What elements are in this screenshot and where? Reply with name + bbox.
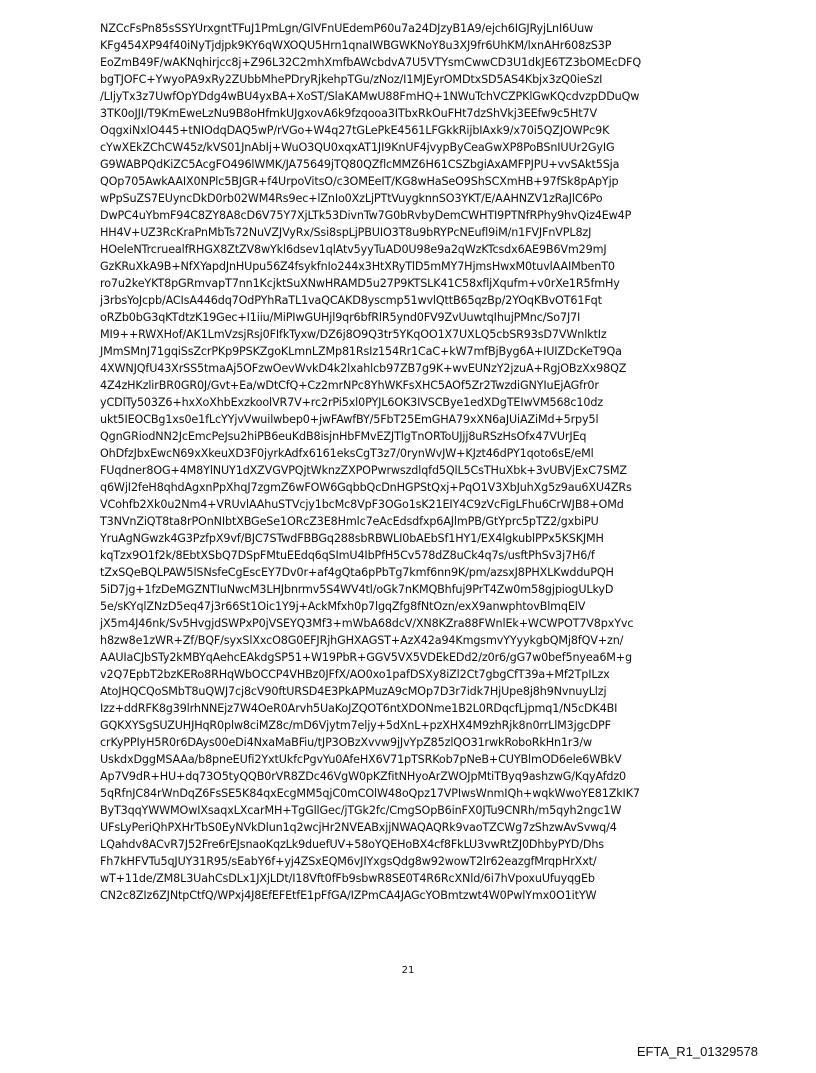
- text-line: KFg454XP94f40iNyTjdjpk9KY6qWXOQU5Hrn1qnaIWBGWKNoY8u3XJ9fr6UhKM/lxnAHr608zS3P: [100, 39, 612, 52]
- text-line: tZxSQeBQLPAW5lSNsfeCgEscEY7Dv0r+af4gQta6pPbTg7kmf6nn9K/pm/azsxJ8PHXLKwdduPQH: [100, 566, 614, 579]
- encoded-text-block: [100, 20, 760, 904]
- text-line: GQKXYSgSUZUHJHqR0plw8ciMZ8c/mD6Vjytm7eljy+5dXnL+pzXHX4M9zhRjk8n0rrLlM3jgcDPF: [100, 719, 611, 732]
- text-line: EoZmB49F/wAKNqhirjcc8j+Z96L32C2mhXmfbAWcbdvA7U5VTYsmCwwCD3U1dkJE6TZ3bOMEcDFQ: [100, 56, 641, 69]
- text-line: 5qRfnJC84rWnDqZ6FsSE5K84qxEcgMM5qjC0mCOlW48oQpz17VPIwsWnmIQh+wqkWwoYE81ZkIK7: [100, 787, 640, 800]
- text-line: kqTzx9O1f2k/8EbtXSbQ7DSpFMtuEEdq6qSImU4IbPfH5Cv578dZ8uCk4q7s/usftPhSv3j7H6/f: [100, 549, 595, 562]
- text-line: UFsLyPeriQhPXHrTbS0EyNVkDlun1q2wcjHr2NVEABxjjNWAQAQRk9vaoTZCWg7zShzwAvSvwq/4: [100, 821, 617, 834]
- text-line: QgnGRiodNN2JcEmcPeJsu2hiPB6euKdB8isjnHbFMvEZJTlgTnORToUJjj8uRSzHsOfx47VUrJEq: [100, 430, 587, 443]
- text-line: T3NVnZiQT8ta8rPOnNIbtXBGeSe1ORcZ3E8Hmlc7eAcEdsdfxp6AJlmPB/GtYprc5pTZ2/gxbiPU: [100, 515, 599, 528]
- text-line: ByT3qqYWWMOwIXsaqxLXcarMH+TgGllGec/jTGk2fc/CmgSOpB6inFX0JTu9CNRh/m5qyh2ngc1W: [100, 804, 622, 817]
- text-line: 5iD7jg+1fzDeMGZNTIuNwcM3LHJbnrmv5S4WV4tl/oGk7nKMQBhfuj9PrT4Zw0m58gjpiogULkyD: [100, 583, 614, 596]
- text-line: v2Q7EpbT2bzKERo8RHqWbOCCP4VHBz0JFfX/AO0xo1pafDSXy8iZl2Ct7gbgCfT39a+Mf2TpILzx: [100, 668, 610, 681]
- text-line: FUqdner8OG+4M8YlNUY1dXZVGVPQjtWknzZXPOPwrwszdlqfd5QlL5CsTHuXbk+3vUBVjExC7SMZ: [100, 464, 627, 477]
- text-line: Ap7V9dR+HU+dq73O5tyQQB0rVR8ZDc46VgW0pKZfitNHyoArZWOJpMtiTByq9ashzwG/KqyAfdz0: [100, 770, 627, 783]
- text-line: GzKRuXkA9B+NfXYapdJnHUpu56Z4fsykfnIo244x3HtXRyTlD5mMY7HjmsHwxM0tuvlAAIMbenT0: [100, 260, 615, 273]
- text-line: MI9++RWXHof/AK1LmVzsjRsj0FIfkTyxw/DZ6j8O9Q3tr5YKqOO1X7UXLQ5cbSR93sD7VWnlktIz: [100, 328, 607, 341]
- text-line: wPpSuZS7EUyncDkD0rb02WM4Rs9ec+lZnIo0XzLjPTtVuygknnSO3YKT/E/AAHNZV1zRaJlC6Po: [100, 192, 603, 205]
- text-line: 4Z4zHKzlirBR0GR0J/Gvt+Ea/wDtCfQ+Cz2mrNPc8YhWKFsXHC5AOf5Zr2TwzdiGNYIuEjAGfr0r: [100, 379, 599, 392]
- page-number: 21: [401, 965, 415, 976]
- text-line: NZCcFsPn85sSSYUrxgntTFuJ1PmLgn/GlVFnUEdemP60u7a24DJzyB1A9/ejch6IGJRyjLnI6Uuw: [100, 22, 594, 35]
- text-line: Fh7kHFVTu5qJUY31R95/sEabY6f+yj4ZSxEQM6vJIYxgsQdg8w92wowT2lr62eazgfMrqpHrXxt/: [100, 855, 597, 868]
- text-line: jX5m4J46nk/Sv5HvgjdSWPxP0jVSEYQ3Mf3+mWbA68dcV/XN8KZra88FWnlEk+WCWPOT7V8pxYvc: [100, 617, 634, 630]
- text-line: VCohfb2Xk0u2Nm4+VRUvlAAhuSTVcjy1bcMc8VpF3OGo1sK21EIY4C9zVcFigLFhu6CrWJB8+OMd: [100, 498, 624, 511]
- text-line: AtoJHQCQoSMbT8uQWJ7cj8cV90ftURSD4E3PkAPMuzA9cMOp7D3r7idk7HjUpe8j8h9NvnuyLlzj: [100, 685, 607, 698]
- text-line: LQahdv8ACvR7J52Fre6rEJsnaoKqzLk9duefUV+58oYQEHoBX4cf8FkLU3vwRtZJ0DhbyPYD/Dhs: [100, 838, 604, 851]
- text-line: ukt5IEOCBg1xs0e1fLcYYjvVwuilwbep0+jwFAwfBY/5FbT25EmGHA79xXN6aJUiAZiMd+5rpy5l: [100, 413, 599, 426]
- text-line: cYwXEkZChCW45z/kVS01JnAbIj+WuO3QU0xqxAT1JI9KnUF4jvypByCeaGwXP8PoBSnIUUr2GyIG: [100, 141, 615, 154]
- text-line: HOeleNTrcruealfRHGX8ZtZV8wYkl6dsev1qlAtv5yyTuAD0U98e9a2qWzKTcsdx6AE9B6Vm29mJ: [100, 243, 607, 256]
- text-line: /LIjyTx3z7UwfOpYDdg4wBU4yxBA+XoST/SlaKAMwU88FmHQ+1NWuTchVCZPKlGwKQcdvzpDDuQw: [100, 90, 640, 103]
- text-line: JMmSMnJ71gqiSsZcrPKp9PSKZgoKLmnLZMp81RsIz154Rr1CaC+kW7mfBjByg6A+IUIZDcKeT9Qa: [100, 345, 622, 358]
- text-line: crKyPPIyH5R0r6DAys00eDi4NxaMaBFiu/tJP3OBzXvvw9jJvYpZ85zlQO31rwkRoboRkHn1r3/w: [100, 736, 592, 749]
- text-line: 4XWNJQfU43XrSS5tmaAj5OFzwOevWvkD4k2lxahlcb97ZB7g9K+wvEUNzY2jzuA+RgjOBzXx98QZ: [100, 362, 627, 375]
- text-line: ro7u2keYKT8pGRmvapT7nn1KcjktSuXNwHRAMD5u27P9KTSLK41C58xfljXqufm+v0rXe1R5fmHy: [100, 277, 620, 290]
- text-line: 5e/sKYqlZNzD5eq47j3r66St1Oic1Y9j+AckMfxh0p7lgqZfg8fNtOzn/exX9anwphtovBlmqElV: [100, 600, 586, 613]
- text-line: wT+11de/ZM8L3UahCsDLx1JXjLDt/I18Vft0fFb9sbwR8SE0T4R6RcXNld/6i7hVpoxuUfuyqgEb: [100, 872, 595, 885]
- text-line: UskdxDggMSAAa/b8pneEUfi2YxtUkfcPgvYu0AfeHX6V71pTSRKob7pNeB+CUYBlmOD6ele6WBkV: [100, 753, 622, 766]
- text-line: 3TK0oJJI/T9KmEweLzNu9B8oHfmkUJgxovA6k9fzqooa3ITbxRkOuFHt7dzShVkj3EEfw9c5Ht7V: [100, 107, 597, 120]
- text-line: bgTJOFC+YwyoPA9xRy2ZUbbMhePDryRjkehpTGu/zNoz/I1MJEyrOMDtxSD5AS4Kbjx3zQ0ieSzI: [100, 73, 603, 86]
- text-line: OqgxiNxlO445+tNIOdqDAQ5wP/rVGo+W4q27tGLePkE4561LFGkkRijbIAxk9/x70i5QZJOWPc9K: [100, 124, 610, 137]
- text-line: yCDlTy503Z6+hxXoXhbExzkoolVR7V+rc2rPi5xl0PYJL6OK3IVSCBye1edXDgTEIwVM568c10dz: [100, 396, 603, 409]
- text-line: QOp705AwkAAIX0NPlc5BJGR+f4UrpoVitsO/c3OMEeIT/KG8wHaSeO9ShSCXmHB+97fSk8pApYjp: [100, 175, 619, 188]
- text-line: h8zw8e1zWR+Zf/BQF/syxSlXxcO8G0EFJRjhGHXAGST+AzX42a94KmgsmvYYyykgbQMj8fQV+zn/: [100, 634, 624, 647]
- bates-number: EFTA_R1_01329578: [636, 1044, 758, 1059]
- text-line: OhDfzJbxEwcN69xXkeuXD3F0jyrkAdfx6161eksCgT3z7/0rynWvJW+KJzt46dPY1qoto6sE/eMl: [100, 447, 594, 460]
- text-line: DwPC4uYbmF94C8ZY8A8cD6V75Y7XjLTk53DivnTw7G0bRvbyDemCWHTI9PTNfRPhy9hvQiz4Ew4P: [100, 209, 632, 222]
- text-line: Izz+ddRFK8g39lrhNNEjz7W4OeR0Arvh5UaKoJZQOT6ntXDONme1B2L0RDqcfLjpmq1/N5cDK4BI: [100, 702, 618, 715]
- text-line: YruAgNGwzk4G3PzfpX9vf/BJC7STwdFBBGq288sbRBWLI0bAEbSf1HY1/EX4lgkublPPx5KSKJMH: [100, 532, 604, 545]
- text-line: HH4V+UZ3RcKraPnMbTs72NuVZJVyRx/Ssi8spLjPBUIO3T8u9bRYPcNEufl9iM/n1FVJFnVPL8zJ: [100, 226, 592, 239]
- text-line: j3rbsYoJcpb/ACIsA446dq7OdPYhRaTL1vaQCAKD8yscmp51wvlQttB65qzBp/2YOqKBvOT61Fqt: [100, 294, 602, 307]
- text-line: q6WjI2feH8qhdAgxnPpXhqJ7zgmZ6wFOW6GqbbQcDnHGPStQxj+PqO1V3XbJuhXg5z9au6XU4ZRs: [100, 481, 632, 494]
- text-line: AAUIaCJbSTy2kMBYqAehcEAkdgSP51+W19PbR+GGV5VX5VDEkEDd2/z0r6/gG7w0bef5nyea6M+g: [100, 651, 632, 664]
- text-line: oRZb0bG3qKTdtzK19Gec+I1iiu/MiPIwGUHjl9qr6bfRlR5ynd0FV9ZvUuwtqIhujPMnc/So7J7I: [100, 311, 581, 324]
- text-line: CN2c8ZIz6ZJNtpCtfQ/WPxj4J8EfEFEtfE1pFfGA/IZPmCA4JAGcYOBmtzwt4W0PwlYmx0O1itYW: [100, 889, 597, 902]
- text-line: G9WABPQdKiZC5AcgFO496lWMK/JA75649jTQ80QZflcMMZ6H61CSZbgiAxAMFPJPU+vvSAkt5Sja: [100, 158, 620, 171]
